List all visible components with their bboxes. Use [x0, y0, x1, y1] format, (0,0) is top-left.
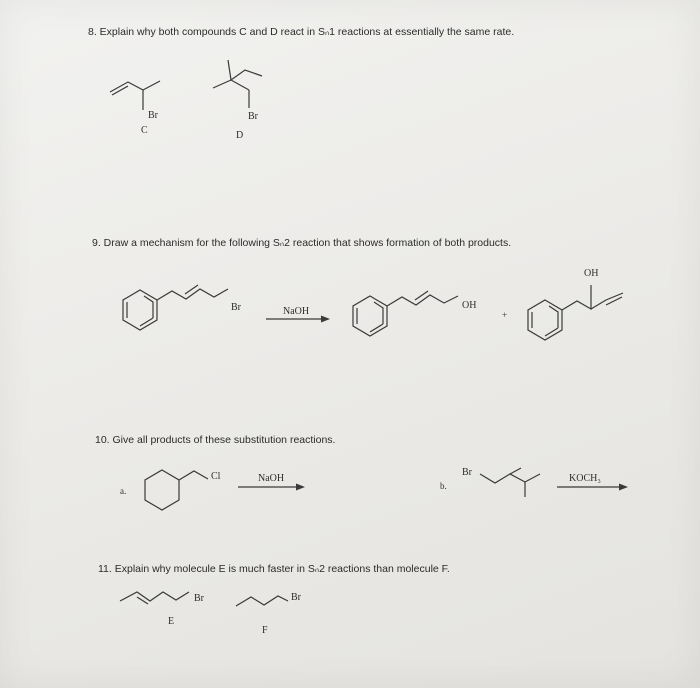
compound-d-label: D [236, 130, 244, 141]
q9-reactant-structure [123, 285, 242, 330]
q10a-reagent-label: NaOH [258, 473, 285, 484]
molecule-e-br-label: Br [194, 593, 204, 604]
q9-product-2-structure [528, 268, 623, 340]
q9-product-2-oh-label: OH [584, 268, 599, 279]
compound-c-br-label: Br [148, 110, 158, 121]
q10a-reaction-arrow [238, 473, 305, 491]
question-10-text: 10. Give all products of these substitution reactions. [95, 434, 336, 446]
molecule-f-structure [236, 592, 302, 636]
compound-c-structure [110, 81, 160, 136]
q9-product-1-structure [353, 291, 476, 336]
q9-product-1-oh-label: OH [462, 300, 477, 311]
q10a-structure [120, 470, 221, 510]
q10b-br-label: Br [462, 467, 472, 478]
q9-reactant-br-label: Br [231, 302, 241, 313]
compound-d-br-label: Br [248, 111, 258, 122]
q10b-label: b. [440, 481, 447, 491]
q10a-label: a. [120, 486, 127, 496]
question-9-text: 9. Draw a mechanism for the following Sₙ2 reaction that shows formation of both products. [92, 237, 512, 249]
q9-reagent-label: NaOH [283, 306, 310, 317]
q10b-structure [440, 467, 540, 497]
molecule-f-label: F [262, 625, 268, 636]
q9-reaction-arrow [266, 306, 330, 323]
compound-c-label: C [141, 125, 148, 136]
q10b-reaction-arrow [557, 473, 628, 491]
molecule-f-br-label: Br [291, 592, 301, 603]
question-11-text: 11. Explain why molecule E is much faster in Sₙ2 reactions than molecule F. [98, 563, 450, 575]
question-8-text: 8. Explain why both compounds C and D react in Sₙ1 reactions at essentially the same rate. [88, 26, 515, 38]
compound-d-structure [213, 60, 262, 141]
molecule-e-structure [120, 592, 205, 627]
q10b-reagent-label: KOCH₃ [569, 473, 601, 484]
molecule-e-label: E [168, 616, 175, 627]
q9-plus-sign: + [502, 310, 508, 320]
q10a-cl-label: Cl [211, 471, 221, 482]
